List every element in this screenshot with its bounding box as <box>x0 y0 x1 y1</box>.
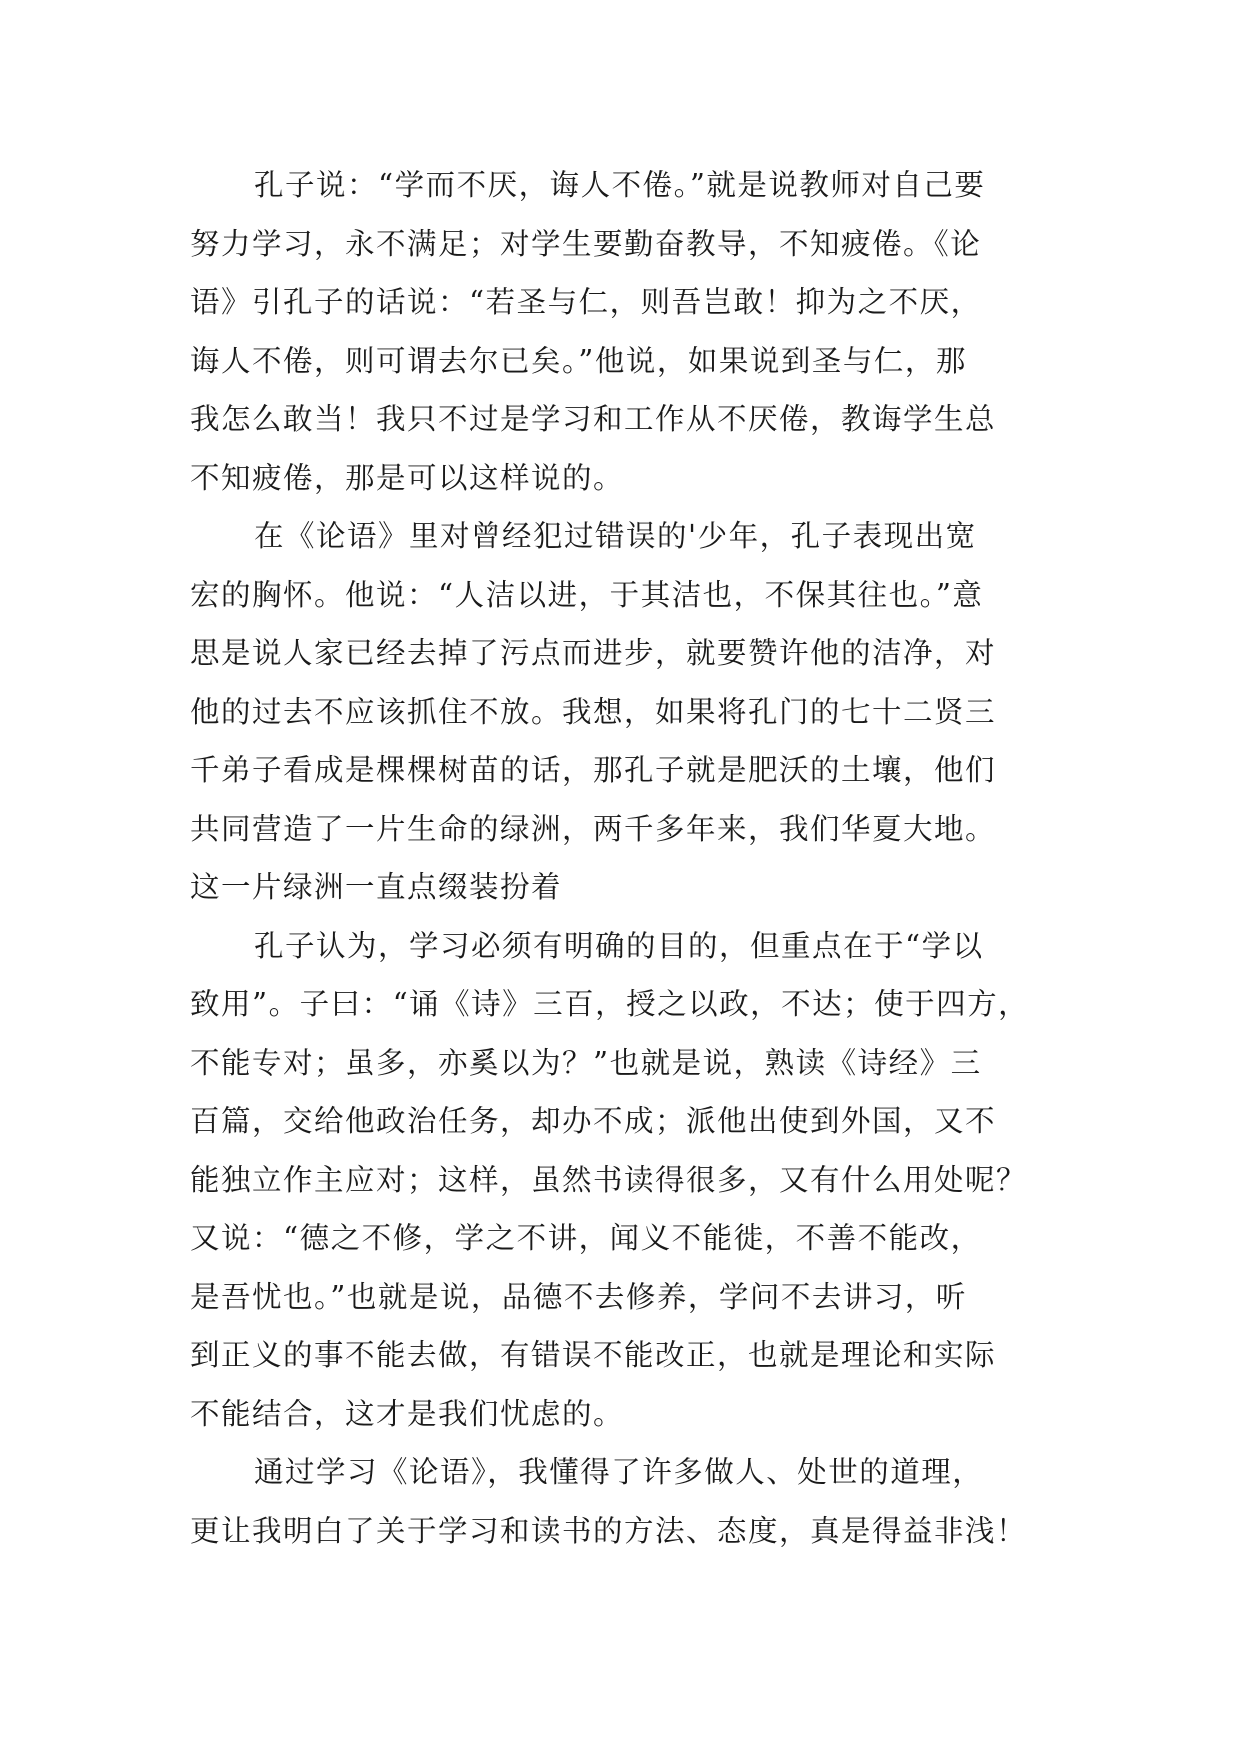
paragraph-2 <box>190 507 1060 917</box>
text-line: 不能结合，这才是我们忧虑的。 <box>190 1396 625 1431</box>
text-line: 不知疲倦，那是可以这样说的。 <box>190 460 625 495</box>
text-line: 他的过去不应该抓住不放。我想，如果将孔门的七十二贤三 <box>190 694 997 729</box>
paragraph-3 <box>190 917 1060 1444</box>
paragraph-1 <box>190 156 1060 507</box>
text-line: 到正义的事不能去做，有错误不能改正，也就是理论和实际 <box>190 1338 997 1372</box>
paragraph-4 <box>190 1443 1060 1560</box>
text-line: 千弟子看成是棵棵树苗的话，那孔子就是肥沃的土壤，他们 <box>190 753 997 787</box>
text-line: 百篇，交给他政治任务，却办不成；派他出使到外国，又不 <box>190 1104 997 1138</box>
text-line: 致用”。子曰：“诵《诗》三百，授之以政，不达；使于四方， <box>190 987 1030 1021</box>
text-line: 这一片绿洲一直点缀装扮着 <box>190 870 563 904</box>
text-line: 孔子说：“学而不厌，诲人不倦。”就是说教师对自己要 <box>254 168 986 202</box>
text-line: 宏的胸怀。他说：“人洁以进，于其洁也，不保其往也。”意 <box>190 577 984 612</box>
text-line: 在《论语》里对曾经犯过错误的'少年，孔子表现出宽 <box>254 519 977 553</box>
text-line: 共同营造了一片生命的绿洲，两千多年来，我们华夏大地。 <box>190 811 997 846</box>
text-line: 我怎么敢当！我只不过是学习和工作从不厌倦，教诲学生总 <box>190 402 997 436</box>
document-body <box>190 156 1060 1560</box>
text-line: 不能专对；虽多，亦奚以为？”也就是说，熟读《诗经》三 <box>190 1045 982 1080</box>
text-line: 通过学习《论语》，我懂得了许多做人、处世的道理， <box>254 1455 984 1489</box>
text-line: 思是说人家已经去掉了污点而进步，就要赞许他的洁净，对 <box>190 636 997 670</box>
text-line: 孔子认为，学习必须有明确的目的，但重点在于“学以 <box>254 928 984 963</box>
text-line: 能独立作主应对；这样，虽然书读得很多，又有什么用处呢？ <box>190 1162 1028 1197</box>
text-line: 是吾忧也。”也就是说，品德不去修养，学问不去讲习，听 <box>190 1279 967 1314</box>
text-line: 诲人不倦，则可谓去尔已矣。”他说，如果说到圣与仁，那 <box>190 343 967 378</box>
text-line: 更让我明白了关于学习和读书的方法、态度，真是得益非浅！ <box>190 1513 1028 1548</box>
text-line: 语》引孔子的话说：“若圣与仁，则吾岂敢！抑为之不厌， <box>190 285 982 319</box>
text-line: 努力学习，永不满足；对学生要勤奋教导，不知疲倦。《论 <box>190 226 982 261</box>
text-line: 又说：“德之不修，学之不讲，闻义不能徙，不善不能改， <box>190 1221 982 1255</box>
